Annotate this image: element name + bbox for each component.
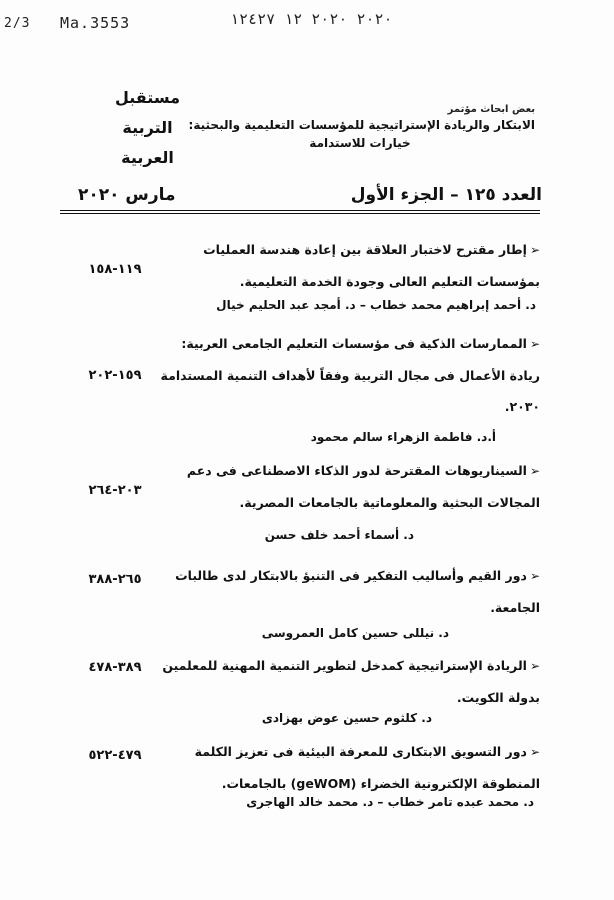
page-range: ٢٠٣-٢٦٤ (88, 483, 142, 498)
toc-entry-author: د. محمد عبده تامر خطاب – د. محمد خالد الهاجرى (246, 795, 534, 809)
issue-date: مارس ٢٠٢٠ (78, 185, 176, 205)
handwritten-page-note: 2/3 (4, 16, 31, 31)
toc-entry-title: ➢الريادة الإستراتيجية كمدخل لتطوير التنمية المهنية للمعلمين بدولة الكويت. (162, 658, 540, 705)
page-range: ١٥٩-٢٠٢ (88, 368, 142, 383)
journal-name-line3: العربية (121, 148, 174, 167)
toc-entry-author: د. كلثوم حسين عوض بهزادى (261, 711, 432, 725)
bullet-arrow-icon: ➢ (529, 243, 540, 257)
toc-entry-title: ➢إطار مقترح لاختبار العلاقة بين إعادة هندسة العمليات بمؤسسات التعليم العالى وجودة الخدمة التعليمية. (203, 242, 540, 289)
bullet-arrow-icon: ➢ (529, 745, 540, 759)
toc-entry-title: ➢دور القيم وأساليب التفكير فى التنبؤ بالابتكار لدى طالبات الجامعة. (175, 568, 540, 615)
page-range: ٤٧٩-٥٢٢ (88, 748, 142, 763)
handwritten-ref-number: Ma.3553 (60, 14, 131, 32)
bullet-arrow-icon: ➢ (529, 659, 540, 673)
toc-entry-title: ➢دور التسويق الابتكارى للمعرفة البيئية فى تعزيز الكلمة المنطوقة الإلكترونية الخضراء (geWOM) بالجامعات. (194, 744, 540, 791)
conference-subtitle: بعض ابحاث مؤتمر (447, 104, 535, 115)
toc-entry-author: أ.د. فاطمة الزهراء سالم محمود (310, 430, 496, 444)
journal-name-line2: التربية (122, 118, 173, 137)
page-range: ١١٩-١٥٨ (88, 262, 142, 277)
toc-entry-title: ➢الممارسات الذكية فى مؤسسات التعليم الجامعى العربية: ريادة الأعمال فى مجال التربية وفقاً لأهداف التنمية المستدامة ٢٠٣٠. (160, 336, 540, 414)
divider (60, 213, 540, 214)
page-range: ٢٦٥-٣٨٨ (88, 572, 142, 587)
conference-title-line2: خيارات للاستدامة (309, 136, 411, 150)
bullet-arrow-icon: ➢ (529, 464, 540, 478)
toc-entry-author: د. أحمد إبراهيم محمد خطاب – د. أمجد عبد الحليم خيال (216, 298, 536, 312)
page-range: ٣٨٩-٤٧٨ (88, 660, 142, 675)
issue-number: العدد ١٢٥ – الجزء الأول (350, 185, 542, 205)
conference-title: الابتكار والريادة الإستراتيجية للمؤسسات التعليمية والبحثية: (188, 118, 535, 132)
toc-entry-title: ➢السيناريوهات المقترحة لدور الذكاء الاصطناعى فى دعم المجالات البحثية والمعلوماتية بالجامعات المصرية. (186, 463, 540, 510)
toc-entry-author: د. أسماء أحمد خلف حسن (264, 528, 414, 542)
journal-name-line1: مستقبل (114, 88, 181, 107)
toc-entry-author: د. نيللى حسين كامل العمروسى (261, 626, 449, 640)
handwritten-date: ٢٠٢٠ ٢٠٢٠ ١٢ ١٢٤٢٧ (230, 10, 393, 28)
bullet-arrow-icon: ➢ (529, 337, 540, 351)
divider (60, 210, 540, 211)
bullet-arrow-icon: ➢ (529, 569, 540, 583)
